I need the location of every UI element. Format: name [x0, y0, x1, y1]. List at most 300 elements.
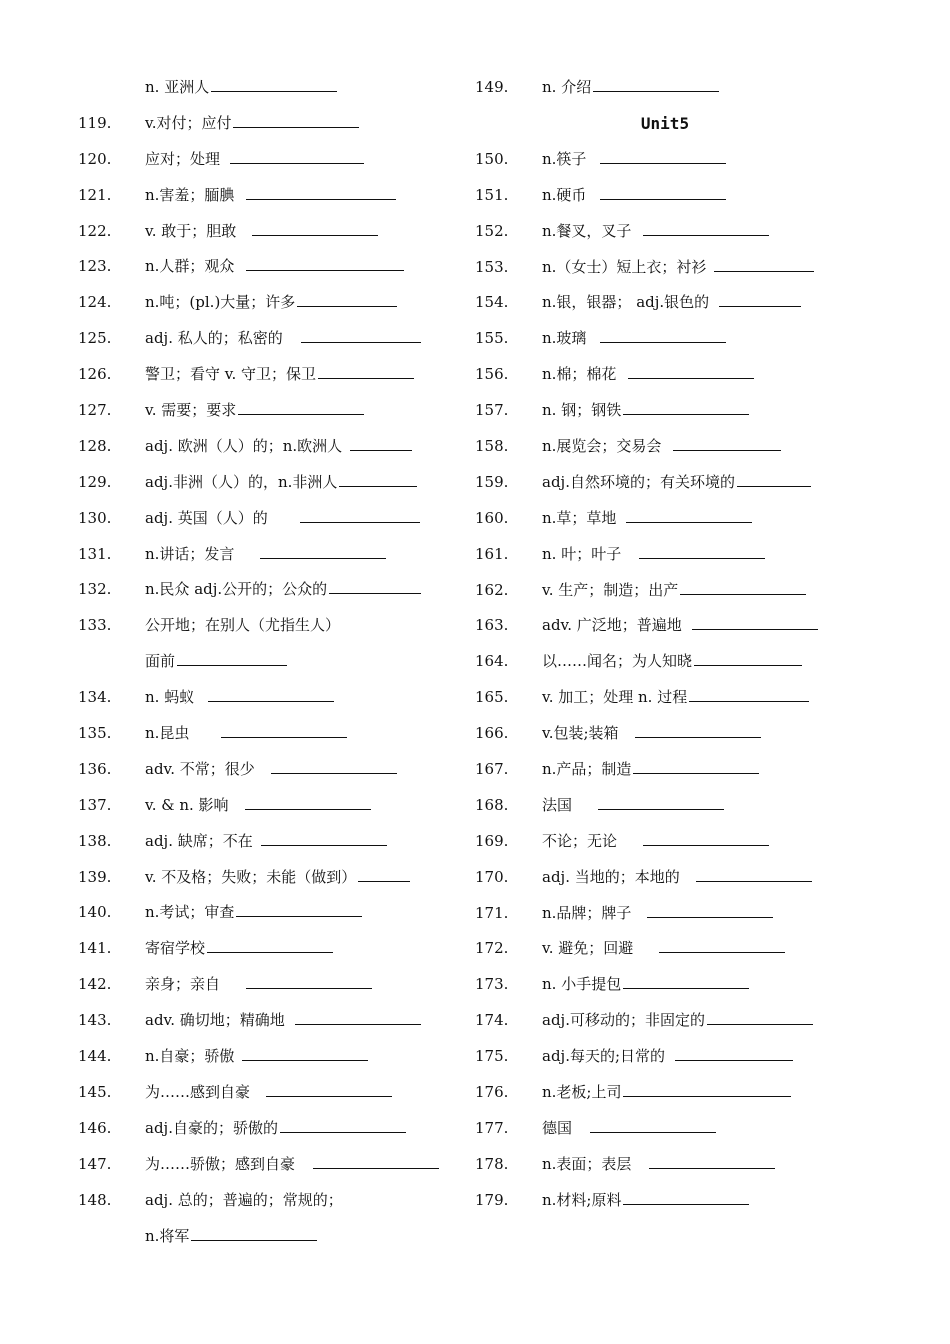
item-text-wrap [542, 501, 752, 537]
answer-blank[interactable] [659, 951, 785, 953]
item-text-wrap [145, 106, 359, 142]
item-text-wrap [145, 1039, 368, 1075]
list-item [78, 1183, 458, 1219]
list-item [475, 931, 855, 967]
answer-blank[interactable] [647, 916, 773, 918]
item-text: n. 亚洲人 [145, 78, 210, 96]
answer-blank[interactable] [252, 234, 378, 236]
item-text: n.讲话；发言 [145, 544, 235, 563]
list-item [78, 752, 458, 788]
answer-blank[interactable] [719, 305, 801, 307]
item-text: n.表面；表层 [542, 1154, 632, 1173]
item-number: 130. [78, 508, 112, 527]
item-text: 公开地；在别人（尤指生人） [145, 616, 341, 635]
item-text-wrap [145, 895, 362, 931]
answer-blank[interactable] [207, 951, 333, 953]
item-text: 警卫；看守 v. 守卫；保卫 [145, 365, 316, 384]
item-text: v. 需要；要求 [145, 401, 237, 420]
item-number: 129. [78, 472, 112, 491]
item-number: 161. [475, 544, 509, 563]
list-item [78, 788, 458, 824]
left-column [78, 70, 458, 1254]
item-text: 寄宿学校 [145, 939, 206, 958]
answer-blank[interactable] [261, 844, 387, 846]
item-text-wrap [542, 1147, 775, 1183]
list-item [475, 608, 855, 644]
answer-blank[interactable] [628, 377, 754, 379]
item-number: 163. [475, 616, 509, 635]
item-number: 160. [475, 508, 509, 527]
list-item [78, 106, 458, 142]
item-text-wrap [145, 214, 378, 250]
item-text-wrap [542, 142, 726, 178]
item-number: 122. [78, 221, 112, 240]
unit-heading-row [475, 106, 855, 142]
item-text: n. 叶；叶子 [542, 544, 622, 563]
item-number: 175. [475, 1047, 509, 1066]
item-number: 172. [475, 939, 509, 958]
item-number: 148. [78, 1190, 112, 1209]
item-number: 151. [475, 185, 509, 204]
item-text: n.吨；(pl.)大量；许多 [145, 293, 296, 312]
item-text-wrap [145, 1111, 406, 1147]
item-text: adj. 私人的；私密的 [145, 329, 283, 348]
item-number: 164. [475, 652, 509, 671]
item-text: n.筷子 [542, 149, 587, 168]
answer-blank[interactable] [623, 1095, 791, 1097]
item-text-wrap [542, 824, 769, 860]
list-item [475, 896, 855, 932]
answer-blank[interactable] [246, 269, 404, 271]
item-text: adv. 不常；很少 [145, 759, 255, 778]
answer-blank[interactable] [623, 413, 749, 415]
answer-blank[interactable] [639, 557, 765, 559]
list-item [78, 716, 458, 752]
item-text-wrap [542, 788, 724, 824]
item-text: n.材料;原料 [542, 1190, 622, 1209]
item-text: v. 不及格；失败；未能（做到） [145, 867, 357, 886]
answer-blank[interactable] [271, 772, 397, 774]
answer-blank[interactable] [623, 1203, 749, 1205]
list-item [78, 1039, 458, 1075]
list-item [78, 142, 458, 178]
answer-blank[interactable] [675, 1059, 793, 1061]
item-text-wrap [542, 860, 812, 896]
list-item [475, 644, 855, 680]
list-item [78, 393, 458, 429]
item-number: 144. [78, 1047, 112, 1066]
answer-blank[interactable] [301, 341, 421, 343]
item-text: 法国 [542, 795, 573, 814]
item-number: 126. [78, 365, 112, 384]
item-number: 154. [475, 293, 509, 312]
item-text-wrap [145, 1183, 343, 1219]
item-number: 156. [475, 365, 509, 384]
item-number: 165. [475, 688, 509, 707]
item-number: 168. [475, 795, 509, 814]
list-item [78, 860, 458, 896]
item-text-wrap [145, 967, 372, 1003]
answer-blank[interactable] [593, 90, 719, 92]
list-item [475, 142, 855, 178]
item-text-wrap [542, 608, 818, 644]
item-text-wrap [542, 752, 759, 788]
answer-blank[interactable] [221, 736, 347, 738]
item-number: 177. [475, 1118, 509, 1137]
item-text: n.（女士）短上衣；衬衫 [542, 257, 707, 276]
item-number: 123. [78, 257, 112, 276]
item-number: 137. [78, 795, 112, 814]
item-text: n. 钢；钢铁 [542, 401, 622, 420]
answer-blank[interactable] [643, 234, 769, 236]
item-number: 138. [78, 831, 112, 850]
answer-blank[interactable] [635, 736, 761, 738]
item-text-wrap [145, 716, 347, 752]
list-item [78, 249, 458, 285]
item-text-wrap [145, 860, 410, 896]
item-number: 173. [475, 975, 509, 994]
item-text: n.银，银器； adj.银色的 [542, 293, 710, 312]
answer-blank[interactable] [233, 126, 359, 128]
answer-blank[interactable] [313, 1167, 439, 1169]
item-number: 120. [78, 149, 112, 168]
answer-blank[interactable] [300, 521, 420, 523]
list-item [475, 716, 855, 752]
answer-blank[interactable] [295, 1023, 421, 1025]
list-item [78, 1075, 458, 1111]
item-text-wrap [145, 824, 387, 860]
item-text: v. 避免；回避 [542, 939, 634, 958]
item-text-wrap [542, 573, 806, 609]
item-text-wrap [542, 465, 811, 501]
list-item [475, 321, 855, 357]
answer-blank[interactable] [246, 198, 396, 200]
item-number: 140. [78, 903, 112, 922]
item-text: v.包装;装箱 [542, 724, 619, 743]
answer-blank[interactable] [643, 844, 769, 846]
item-number: 147. [78, 1154, 112, 1173]
answer-blank[interactable] [714, 270, 814, 272]
answer-blank[interactable] [246, 987, 372, 989]
item-number: 152. [475, 221, 509, 240]
answer-blank[interactable] [600, 198, 726, 200]
item-text: n.老板;上司 [542, 1083, 622, 1102]
item-text-wrap [542, 1183, 749, 1219]
item-text-wrap [145, 465, 417, 501]
list-item [78, 572, 458, 608]
answer-blank[interactable] [230, 162, 364, 164]
item-text: n.自豪；骄傲 [145, 1047, 235, 1066]
item-text-wrap [145, 788, 371, 824]
item-number: 150. [475, 149, 509, 168]
answer-blank[interactable] [694, 664, 802, 666]
item-text: 应对；处理 [145, 149, 221, 168]
right-list [475, 142, 855, 1219]
answer-blank[interactable] [236, 915, 362, 917]
item-text-wrap [542, 214, 769, 250]
item-text: adj. 总的；普遍的；常规的； [145, 1190, 343, 1209]
item-number: 149. [475, 78, 509, 96]
answer-blank[interactable] [297, 305, 397, 307]
item-number: 170. [475, 867, 509, 886]
item-number: 131. [78, 544, 112, 563]
answer-blank[interactable] [339, 485, 417, 487]
list-item [78, 501, 458, 537]
item-text-wrap [145, 608, 340, 644]
item-number: 178. [475, 1154, 509, 1173]
list-item [78, 214, 458, 250]
item-text: 德国 [542, 1118, 573, 1137]
list-item [475, 178, 855, 214]
list-item [475, 1147, 855, 1183]
list-item [475, 357, 855, 393]
item-number: 132. [78, 580, 112, 599]
list-item [475, 250, 855, 286]
answer-blank[interactable] [266, 1095, 392, 1097]
list-item [78, 285, 458, 321]
item-text-wrap [145, 572, 421, 608]
list-item [475, 573, 855, 609]
item-text: n. 小手提包 [542, 975, 622, 994]
item-number: 133. [78, 616, 112, 635]
item-text: 为……感到自豪 [145, 1082, 251, 1101]
item-text: adj. 当地的；本地的 [542, 867, 680, 886]
item-number: 174. [475, 1011, 509, 1030]
answer-blank[interactable] [260, 557, 386, 559]
item-number: 128. [78, 436, 112, 455]
item-text: adv. 广泛地；普遍地 [542, 616, 682, 635]
item-text: adj.非洲（人）的，n.非洲人 [145, 472, 338, 491]
answer-blank[interactable] [211, 90, 337, 92]
item-number: 141. [78, 939, 112, 958]
list-item [78, 680, 458, 716]
item-text: 面前 [145, 652, 176, 671]
item-text-wrap [145, 931, 333, 967]
answer-blank[interactable] [673, 449, 781, 451]
list-item [475, 429, 855, 465]
item-text: adj.自豪的；骄傲的 [145, 1118, 278, 1137]
item-text: n.昆虫 [145, 724, 190, 743]
item-text: v. 加工；处理 n. 过程 [542, 688, 688, 707]
list-item [475, 860, 855, 896]
item-text: n.草；草地 [542, 508, 617, 527]
list-item [78, 178, 458, 214]
list-item [78, 1111, 458, 1147]
item-text-wrap [145, 501, 420, 537]
answer-blank[interactable] [245, 808, 371, 810]
list-item [475, 1075, 855, 1111]
item-text: 为……骄傲；感到自豪 [145, 1154, 296, 1173]
answer-blank[interactable] [177, 664, 287, 666]
answer-blank[interactable] [689, 700, 809, 702]
item-text-wrap [542, 70, 719, 106]
answer-blank[interactable] [696, 880, 812, 882]
item-text-wrap [145, 752, 397, 788]
item-text-wrap [542, 1039, 793, 1075]
item-number: 169. [475, 831, 509, 850]
item-text: n.展览会；交易会 [542, 437, 662, 456]
answer-blank[interactable] [350, 449, 412, 451]
list-item [475, 1039, 855, 1075]
list-item [78, 357, 458, 393]
item-text-wrap [145, 357, 414, 393]
item-text-wrap [145, 393, 364, 429]
item-number: 166. [475, 724, 509, 743]
answer-blank[interactable] [623, 987, 749, 989]
item-text: n.玻璃 [542, 329, 587, 348]
answer-blank[interactable] [242, 1059, 368, 1061]
list-item [78, 1147, 458, 1183]
item-text-wrap [145, 1219, 317, 1255]
list-item [78, 967, 458, 1003]
item-number: 127. [78, 401, 112, 420]
list-item [78, 429, 458, 465]
list-item [78, 931, 458, 967]
answer-blank[interactable] [737, 485, 811, 487]
list-item [475, 501, 855, 537]
list-item [78, 608, 458, 644]
list-item [475, 680, 855, 716]
item-text-wrap [145, 537, 386, 573]
item-text: n. 蚂蚁 [145, 688, 195, 707]
list-item [78, 465, 458, 501]
item-text: v. & n. 影响 [145, 795, 229, 814]
list-item [475, 214, 855, 250]
answer-blank[interactable] [358, 880, 410, 882]
list-item [475, 1003, 855, 1039]
item-number: 143. [78, 1011, 112, 1030]
item-text: 不论；无论 [542, 831, 618, 850]
item-text: adj.每天的;日常的 [542, 1047, 666, 1066]
right-column [475, 70, 855, 1219]
item-text-wrap [542, 357, 754, 393]
item-number: 153. [475, 257, 509, 276]
item-number: 155. [475, 329, 509, 348]
item-text-wrap [542, 680, 809, 716]
item-text: n.害羞；腼腆 [145, 185, 235, 204]
item-number: 176. [475, 1083, 509, 1102]
answer-blank[interactable] [692, 628, 818, 630]
item-text: adj.自然环境的；有关环境的 [542, 472, 735, 491]
answer-blank[interactable] [590, 1131, 716, 1133]
list-item [78, 824, 458, 860]
item-number: 158. [475, 437, 509, 456]
item-number: 124. [78, 293, 112, 312]
answer-blank[interactable] [600, 341, 726, 343]
answer-blank[interactable] [280, 1131, 406, 1133]
item-text-wrap [542, 178, 726, 214]
answer-blank[interactable] [707, 1023, 813, 1025]
item-text-wrap [145, 1003, 421, 1039]
answer-blank[interactable] [238, 413, 364, 415]
list-item [78, 1003, 458, 1039]
item-text: adj.可移动的；非固定的 [542, 1011, 705, 1030]
item-text: n.民众 adj.公开的；公众的 [145, 580, 328, 599]
list-item [475, 1183, 855, 1219]
item-text-wrap [542, 250, 814, 286]
item-text-wrap [145, 285, 397, 321]
item-text: n.棉；棉花 [542, 365, 617, 384]
item-text-wrap [542, 644, 802, 680]
item-number: 171. [475, 903, 509, 922]
item-text-wrap [145, 178, 396, 214]
item-number: 119. [78, 113, 112, 132]
list-item [78, 537, 458, 573]
list-item [475, 465, 855, 501]
list-item [78, 321, 458, 357]
list-item [475, 70, 855, 106]
item-text: v.对付；应付 [145, 113, 232, 132]
list-item [78, 1219, 458, 1255]
item-number: 162. [475, 580, 509, 599]
item-number: 159. [475, 472, 509, 491]
item-text-wrap [145, 1147, 439, 1183]
item-text-wrap [542, 1075, 791, 1111]
answer-blank[interactable] [598, 808, 724, 810]
list-item [78, 644, 458, 680]
item-text-wrap [542, 1111, 716, 1147]
item-text-wrap [542, 716, 761, 752]
item-text-wrap [542, 931, 785, 967]
item-text: adj. 欧洲（人）的；n.欧洲人 [145, 436, 343, 455]
item-text-wrap [542, 285, 801, 321]
item-text-wrap [542, 896, 773, 932]
list-item [475, 393, 855, 429]
answer-blank[interactable] [600, 162, 726, 164]
answer-blank[interactable] [649, 1167, 775, 1169]
list-item [78, 70, 458, 106]
answer-blank[interactable] [329, 592, 421, 594]
answer-blank[interactable] [208, 700, 334, 702]
item-text: n.产品；制造 [542, 760, 632, 779]
list-item [475, 788, 855, 824]
answer-blank[interactable] [318, 377, 414, 379]
answer-blank[interactable] [633, 772, 759, 774]
item-text-wrap [145, 644, 287, 680]
item-number: 125. [78, 329, 112, 348]
list-item [475, 537, 855, 573]
item-text: 亲身；亲自 [145, 975, 221, 994]
item-text: adj. 缺席；不在 [145, 831, 253, 850]
list-item [475, 285, 855, 321]
list-item [475, 967, 855, 1003]
item-text: 以……闻名；为人知晓 [542, 652, 693, 671]
item-text-wrap [145, 429, 412, 465]
item-number: 135. [78, 724, 112, 743]
list-item [475, 1111, 855, 1147]
item-text: adv. 确切地；精确地 [145, 1011, 285, 1030]
item-text: n. 介绍 [542, 78, 592, 96]
item-text: n.将军 [145, 1226, 190, 1245]
item-text-wrap [542, 537, 765, 573]
item-text-wrap [145, 321, 421, 357]
item-number: 167. [475, 760, 509, 779]
list-item [475, 752, 855, 788]
item-text-wrap [145, 70, 337, 106]
item-number: 139. [78, 867, 112, 886]
item-text: v. 生产；制造；出产 [542, 580, 679, 599]
item-number: 134. [78, 688, 112, 707]
answer-blank[interactable] [626, 521, 752, 523]
item-text: n.餐叉，叉子 [542, 221, 632, 240]
answer-blank[interactable] [680, 593, 806, 595]
answer-blank[interactable] [191, 1239, 317, 1241]
item-text-wrap [542, 1003, 813, 1039]
item-number: 145. [78, 1082, 112, 1101]
item-text-wrap [542, 393, 749, 429]
item-text: adj. 英国（人）的 [145, 508, 268, 527]
item-number: 179. [475, 1190, 509, 1209]
